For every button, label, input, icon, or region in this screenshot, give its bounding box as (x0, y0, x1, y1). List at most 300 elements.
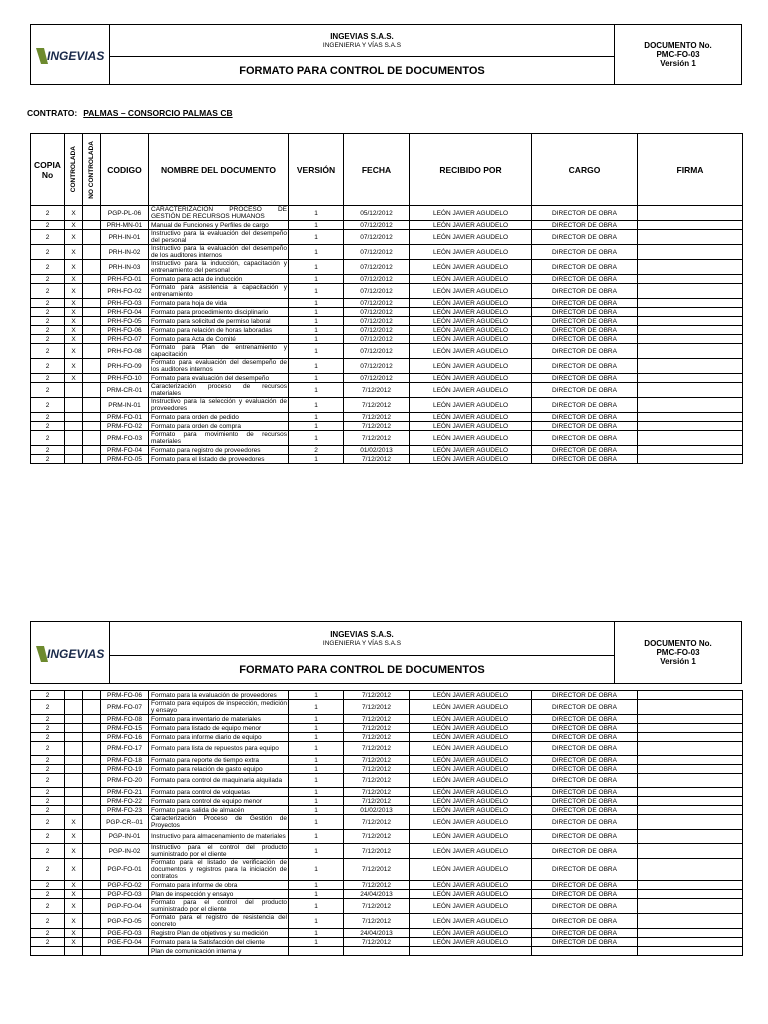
cell-cargo (532, 947, 638, 956)
cell-copia: 2 (31, 765, 65, 774)
cell-nombre: Formato para Plan de entrenamiento y capacitación (149, 344, 289, 359)
cell-firma (638, 788, 743, 797)
col-recibido: RECIBIDO POR (410, 134, 532, 206)
cell-codigo: PRH-MN-01 (101, 221, 149, 230)
document-version: Versión 1 (660, 657, 696, 666)
cell-copia: 2 (31, 455, 65, 464)
cell-codigo: PRM-FO-08 (101, 715, 149, 724)
cell-recibido: LEÓN JAVIER AGUDELO (410, 830, 532, 844)
cell-no-controlada (83, 344, 101, 359)
cell-firma (638, 344, 743, 359)
cell-fecha: 7/12/2012 (344, 938, 410, 947)
cell-cargo: DIRECTOR DE OBRA (532, 260, 638, 275)
cell-recibido: LEÓN JAVIER AGUDELO (410, 308, 532, 317)
cell-nombre: Instructivo para almacenamiento de materiales (149, 830, 289, 844)
cell-codigo: PGE-FO-04 (101, 938, 149, 947)
cell-no-controlada (83, 335, 101, 344)
cell-firma (638, 914, 743, 929)
cell-copia: 2 (31, 797, 65, 806)
cell-cargo: DIRECTOR DE OBRA (532, 938, 638, 947)
cell-copia: 2 (31, 859, 65, 881)
cell-fecha: 01/02/2013 (344, 806, 410, 815)
cell-version: 1 (289, 815, 344, 830)
cell-copia: 2 (31, 881, 65, 890)
contract-label: CONTRATO: (27, 108, 78, 118)
cell-no-controlada (83, 947, 101, 956)
cell-nombre: Formato para procedimiento disciplinario (149, 308, 289, 317)
cell-cargo: DIRECTOR DE OBRA (532, 221, 638, 230)
cell-cargo: DIRECTOR DE OBRA (532, 326, 638, 335)
col-version: VERSIÓN (289, 134, 344, 206)
cell-copia: 2 (31, 245, 65, 260)
cell-cargo: DIRECTOR DE OBRA (532, 844, 638, 859)
document-label: DOCUMENTO No. (644, 41, 712, 50)
cell-cargo: DIRECTOR DE OBRA (532, 815, 638, 830)
cell-fecha: 7/12/2012 (344, 844, 410, 859)
cell-cargo: DIRECTOR DE OBRA (532, 413, 638, 422)
cell-cargo: DIRECTOR DE OBRA (532, 308, 638, 317)
cell-copia: 2 (31, 383, 65, 398)
cell-controlada (65, 742, 83, 756)
cell-fecha: 7/12/2012 (344, 733, 410, 742)
cell-recibido: LEÓN JAVIER AGUDELO (410, 221, 532, 230)
cell-version: 1 (289, 383, 344, 398)
cell-controlada: X (65, 881, 83, 890)
cell-codigo: PGP-FO-03 (101, 890, 149, 899)
cell-fecha: 07/12/2012 (344, 284, 410, 299)
cell-copia: 2 (31, 344, 65, 359)
table-row (31, 398, 743, 413)
cell-firma (638, 446, 743, 455)
cell-no-controlada (83, 742, 101, 756)
cell-controlada: X (65, 260, 83, 275)
cell-controlada (65, 774, 83, 788)
contract-value: PALMAS – CONSORCIO PALMAS CB (83, 108, 233, 118)
cell-fecha: 07/12/2012 (344, 359, 410, 374)
cell-copia: 2 (31, 230, 65, 245)
table-row (31, 788, 743, 797)
cell-copia: 2 (31, 742, 65, 756)
cell-recibido: LEÓN JAVIER AGUDELO (410, 275, 532, 284)
cell-version: 1 (289, 230, 344, 245)
cell-copia: 2 (31, 206, 65, 221)
cell-controlada: X (65, 230, 83, 245)
cell-no-controlada (83, 830, 101, 844)
table-row (31, 756, 743, 765)
cell-codigo: PRM-FO-18 (101, 756, 149, 765)
cell-no-controlada (83, 756, 101, 765)
cell-nombre: Formato para la evaluación de proveedores (149, 691, 289, 700)
table-row (31, 724, 743, 733)
cell-firma (638, 383, 743, 398)
cell-fecha: 7/12/2012 (344, 422, 410, 431)
cell-recibido: LEÓN JAVIER AGUDELO (410, 756, 532, 765)
cell-recibido: LEÓN JAVIER AGUDELO (410, 691, 532, 700)
cell-version (289, 947, 344, 956)
cell-copia: 2 (31, 691, 65, 700)
table-row (31, 733, 743, 742)
cell-copia: 2 (31, 446, 65, 455)
cell-codigo: PRH-FO-09 (101, 359, 149, 374)
cell-codigo: PRH-IN-01 (101, 230, 149, 245)
cell-version: 1 (289, 881, 344, 890)
table-row (31, 308, 743, 317)
cell-version: 1 (289, 806, 344, 815)
cell-codigo: PGP-FO-05 (101, 914, 149, 929)
form-title: FORMATO PARA CONTROL DE DOCUMENTOS (110, 57, 615, 85)
cell-copia: 2 (31, 830, 65, 844)
cell-version: 1 (289, 844, 344, 859)
cell-nombre: CARACTERIZACIÓN PROCESO DE GESTIÓN DE RECURSOS HUMANOS (149, 206, 289, 221)
cell-controlada: X (65, 275, 83, 284)
contract-line (27, 108, 233, 118)
cell-fecha: 07/12/2012 (344, 308, 410, 317)
cell-controlada: X (65, 374, 83, 383)
cell-controlada (65, 422, 83, 431)
cell-controlada: X (65, 245, 83, 260)
cell-firma (638, 774, 743, 788)
cell-codigo: PGE-FO-03 (101, 929, 149, 938)
cell-controlada (65, 947, 83, 956)
cell-controlada: X (65, 844, 83, 859)
cell-version: 1 (289, 398, 344, 413)
cell-codigo: PGP-FO-01 (101, 859, 149, 881)
cell-nombre: Formato para relación de gasto equipo (149, 765, 289, 774)
cell-firma (638, 422, 743, 431)
document-header (30, 24, 742, 85)
cell-recibido: LEÓN JAVIER AGUDELO (410, 260, 532, 275)
cell-no-controlada (83, 299, 101, 308)
cell-recibido: LEÓN JAVIER AGUDELO (410, 788, 532, 797)
cell-recibido: LEÓN JAVIER AGUDELO (410, 715, 532, 724)
cell-cargo: DIRECTOR DE OBRA (532, 715, 638, 724)
cell-no-controlada (83, 806, 101, 815)
cell-firma (638, 317, 743, 326)
cell-controlada: X (65, 335, 83, 344)
cell-fecha: 7/12/2012 (344, 742, 410, 756)
cell-version: 1 (289, 431, 344, 446)
cell-codigo: PRH-FO-05 (101, 317, 149, 326)
cell-firma (638, 733, 743, 742)
cell-fecha: 7/12/2012 (344, 431, 410, 446)
cell-cargo: DIRECTOR DE OBRA (532, 724, 638, 733)
cell-no-controlada (83, 284, 101, 299)
cell-controlada (65, 700, 83, 715)
cell-cargo: DIRECTOR DE OBRA (532, 344, 638, 359)
cell-version: 1 (289, 275, 344, 284)
cell-copia: 2 (31, 317, 65, 326)
cell-recibido: LEÓN JAVIER AGUDELO (410, 431, 532, 446)
cell-recibido: LEÓN JAVIER AGUDELO (410, 797, 532, 806)
cell-recibido: LEÓN JAVIER AGUDELO (410, 890, 532, 899)
cell-fecha: 7/12/2012 (344, 700, 410, 715)
cell-version: 1 (289, 929, 344, 938)
cell-nombre: Caracterización Proceso de Gestión de Proyectos (149, 815, 289, 830)
cell-recibido: LEÓN JAVIER AGUDELO (410, 742, 532, 756)
cell-firma (638, 844, 743, 859)
cell-cargo: DIRECTOR DE OBRA (532, 742, 638, 756)
cell-copia: 2 (31, 422, 65, 431)
table-row (31, 844, 743, 859)
cell-version: 1 (289, 691, 344, 700)
cell-fecha: 07/12/2012 (344, 245, 410, 260)
table-row (31, 413, 743, 422)
cell-nombre: Formato para evaluación del desempeño (149, 374, 289, 383)
company-block (110, 25, 615, 57)
cell-version: 1 (289, 299, 344, 308)
logo (31, 622, 110, 684)
cell-firma (638, 335, 743, 344)
cell-copia: 2 (31, 806, 65, 815)
cell-firma (638, 947, 743, 956)
cell-version: 1 (289, 859, 344, 881)
cell-firma (638, 413, 743, 422)
cell-codigo: PRM-FO-06 (101, 691, 149, 700)
cell-codigo: PGP-FO-02 (101, 881, 149, 890)
cell-recibido: LEÓN JAVIER AGUDELO (410, 299, 532, 308)
cell-controlada: X (65, 830, 83, 844)
cell-copia: 2 (31, 788, 65, 797)
cell-recibido: LEÓN JAVIER AGUDELO (410, 446, 532, 455)
cell-nombre: Instructivo para la evaluación del desempeño de los auditores internos (149, 245, 289, 260)
cell-codigo: PRM-FO-21 (101, 788, 149, 797)
cell-no-controlada (83, 844, 101, 859)
cell-fecha: 7/12/2012 (344, 765, 410, 774)
cell-copia: 2 (31, 374, 65, 383)
table-row (31, 326, 743, 335)
cell-fecha: 7/12/2012 (344, 455, 410, 464)
cell-firma (638, 299, 743, 308)
table-body-page-1 (31, 206, 743, 464)
table-row (31, 284, 743, 299)
cell-no-controlada (83, 788, 101, 797)
cell-copia: 2 (31, 929, 65, 938)
cell-recibido: LEÓN JAVIER AGUDELO (410, 398, 532, 413)
cell-copia: 2 (31, 335, 65, 344)
table-row (31, 815, 743, 830)
cell-firma (638, 797, 743, 806)
cell-no-controlada (83, 881, 101, 890)
cell-firma (638, 260, 743, 275)
cell-copia: 2 (31, 326, 65, 335)
cell-nombre: Instructivo para la inducción, capacitación y entrenamiento del personal (149, 260, 289, 275)
cell-cargo: DIRECTOR DE OBRA (532, 317, 638, 326)
cell-nombre: Registro Plan de objetivos y su medición (149, 929, 289, 938)
cell-version: 1 (289, 797, 344, 806)
cell-cargo: DIRECTOR DE OBRA (532, 284, 638, 299)
cell-version: 1 (289, 742, 344, 756)
cell-fecha: 7/12/2012 (344, 788, 410, 797)
cell-cargo: DIRECTOR DE OBRA (532, 890, 638, 899)
documents-table-page-2 (30, 690, 743, 956)
document-version: Versión 1 (660, 59, 696, 68)
cell-firma (638, 765, 743, 774)
cell-recibido: LEÓN JAVIER AGUDELO (410, 929, 532, 938)
cell-controlada (65, 413, 83, 422)
cell-recibido: LEÓN JAVIER AGUDELO (410, 383, 532, 398)
cell-recibido: LEÓN JAVIER AGUDELO (410, 326, 532, 335)
cell-no-controlada (83, 398, 101, 413)
table-row (31, 359, 743, 374)
cell-fecha: 7/12/2012 (344, 724, 410, 733)
cell-firma (638, 899, 743, 914)
cell-no-controlada (83, 899, 101, 914)
cell-copia: 2 (31, 890, 65, 899)
logo (31, 25, 110, 85)
cell-recibido: LEÓN JAVIER AGUDELO (410, 317, 532, 326)
cell-nombre: Formato para la Satisfacción del cliente (149, 938, 289, 947)
cell-copia: 2 (31, 938, 65, 947)
cell-fecha: 7/12/2012 (344, 815, 410, 830)
cell-version: 1 (289, 335, 344, 344)
cell-firma (638, 691, 743, 700)
cell-no-controlada (83, 733, 101, 742)
cell-nombre: Formato para el control del producto suministrado por el cliente (149, 899, 289, 914)
cell-fecha: 7/12/2012 (344, 413, 410, 422)
cell-no-controlada (83, 206, 101, 221)
ingevias-logo-icon (34, 642, 106, 664)
cell-controlada (65, 691, 83, 700)
cell-codigo: PGP-PL-06 (101, 206, 149, 221)
cell-copia: 2 (31, 844, 65, 859)
table-row (31, 335, 743, 344)
cell-recibido: LEÓN JAVIER AGUDELO (410, 724, 532, 733)
cell-nombre: Formato para acta de inducción (149, 275, 289, 284)
cell-recibido: LEÓN JAVIER AGUDELO (410, 815, 532, 830)
cell-nombre: Formato para control de equipo menor (149, 797, 289, 806)
svg-text:INGEVIAS: INGEVIAS (47, 48, 105, 63)
cell-copia: 2 (31, 899, 65, 914)
cell-controlada (65, 788, 83, 797)
cell-cargo: DIRECTOR DE OBRA (532, 914, 638, 929)
cell-nombre: Formato para el listado de proveedores (149, 455, 289, 464)
cell-nombre: Formato para Acta de Comité (149, 335, 289, 344)
cell-cargo: DIRECTOR DE OBRA (532, 765, 638, 774)
cell-no-controlada (83, 938, 101, 947)
cell-fecha: 7/12/2012 (344, 899, 410, 914)
cell-recibido: LEÓN JAVIER AGUDELO (410, 335, 532, 344)
cell-no-controlada (83, 413, 101, 422)
cell-nombre: Formato para solicitud de permiso laboral (149, 317, 289, 326)
cell-fecha (344, 947, 410, 956)
cell-version: 1 (289, 245, 344, 260)
cell-codigo: PRM-FO-16 (101, 733, 149, 742)
table-row (31, 383, 743, 398)
cell-firma (638, 742, 743, 756)
cell-controlada: X (65, 308, 83, 317)
cell-copia: 2 (31, 774, 65, 788)
cell-codigo: PRH-FO-03 (101, 299, 149, 308)
cell-no-controlada (83, 308, 101, 317)
company-block (110, 622, 615, 656)
cell-codigo: PRM-FO-22 (101, 797, 149, 806)
cell-nombre: Formato para orden de pedido (149, 413, 289, 422)
cell-controlada: X (65, 815, 83, 830)
cell-version: 1 (289, 326, 344, 335)
cell-copia: 2 (31, 756, 65, 765)
cell-no-controlada (83, 422, 101, 431)
svg-text:INGEVIAS: INGEVIAS (47, 646, 105, 661)
cell-copia: 2 (31, 700, 65, 715)
company-subtitle: INGENIERIA Y VÍAS S.A.S (322, 41, 402, 49)
col-cargo: CARGO (532, 134, 638, 206)
cell-recibido: LEÓN JAVIER AGUDELO (410, 359, 532, 374)
cell-cargo: DIRECTOR DE OBRA (532, 230, 638, 245)
cell-controlada (65, 431, 83, 446)
cell-firma (638, 756, 743, 765)
cell-nombre: Formato para asistencia a capacitación y entrenamiento (149, 284, 289, 299)
cell-cargo: DIRECTOR DE OBRA (532, 774, 638, 788)
cell-cargo: DIRECTOR DE OBRA (532, 788, 638, 797)
cell-nombre: Formato para registro de proveedores (149, 446, 289, 455)
cell-recibido: LEÓN JAVIER AGUDELO (410, 859, 532, 881)
cell-version: 1 (289, 260, 344, 275)
cell-recibido: LEÓN JAVIER AGUDELO (410, 899, 532, 914)
cell-version: 1 (289, 899, 344, 914)
table-row (31, 275, 743, 284)
cell-controlada (65, 715, 83, 724)
cell-fecha: 7/12/2012 (344, 859, 410, 881)
cell-no-controlada (83, 890, 101, 899)
cell-version: 1 (289, 413, 344, 422)
cell-codigo: PRM-FO-05 (101, 455, 149, 464)
cell-cargo: DIRECTOR DE OBRA (532, 374, 638, 383)
cell-no-controlada (83, 446, 101, 455)
cell-nombre: Formato para reporte de tiempo extra (149, 756, 289, 765)
cell-recibido: LEÓN JAVIER AGUDELO (410, 806, 532, 815)
cell-fecha: 7/12/2012 (344, 774, 410, 788)
cell-controlada: X (65, 938, 83, 947)
document-number-block (615, 622, 742, 684)
cell-recibido: LEÓN JAVIER AGUDELO (410, 374, 532, 383)
cell-nombre: Caracterización proceso de recursos materiales (149, 383, 289, 398)
cell-version: 1 (289, 455, 344, 464)
cell-version: 1 (289, 317, 344, 326)
cell-controlada (65, 398, 83, 413)
cell-firma (638, 938, 743, 947)
table-row (31, 859, 743, 881)
cell-codigo: PRM-FO-15 (101, 724, 149, 733)
cell-version: 1 (289, 715, 344, 724)
table-row (31, 938, 743, 947)
cell-fecha: 01/02/2013 (344, 446, 410, 455)
cell-cargo: DIRECTOR DE OBRA (532, 359, 638, 374)
cell-controlada: X (65, 206, 83, 221)
cell-fecha: 7/12/2012 (344, 691, 410, 700)
cell-no-controlada (83, 774, 101, 788)
cell-fecha: 24/04/2013 (344, 929, 410, 938)
cell-codigo: PGP-CR--01 (101, 815, 149, 830)
cell-fecha: 05/12/2012 (344, 206, 410, 221)
cell-firma (638, 700, 743, 715)
cell-codigo: PRM-IN-01 (101, 398, 149, 413)
table-row (31, 691, 743, 700)
cell-nombre: Formato para orden de compra (149, 422, 289, 431)
table-row (31, 929, 743, 938)
cell-controlada (65, 455, 83, 464)
cell-cargo: DIRECTOR DE OBRA (532, 691, 638, 700)
table-row (31, 230, 743, 245)
cell-firma (638, 374, 743, 383)
cell-version: 1 (289, 765, 344, 774)
cell-fecha: 7/12/2012 (344, 398, 410, 413)
cell-firma (638, 206, 743, 221)
col-no-controlada: NO CONTROLADA (83, 134, 101, 206)
table-row (31, 899, 743, 914)
cell-cargo: DIRECTOR DE OBRA (532, 756, 638, 765)
cell-recibido: LEÓN JAVIER AGUDELO (410, 774, 532, 788)
cell-codigo: PRH-FO-02 (101, 284, 149, 299)
